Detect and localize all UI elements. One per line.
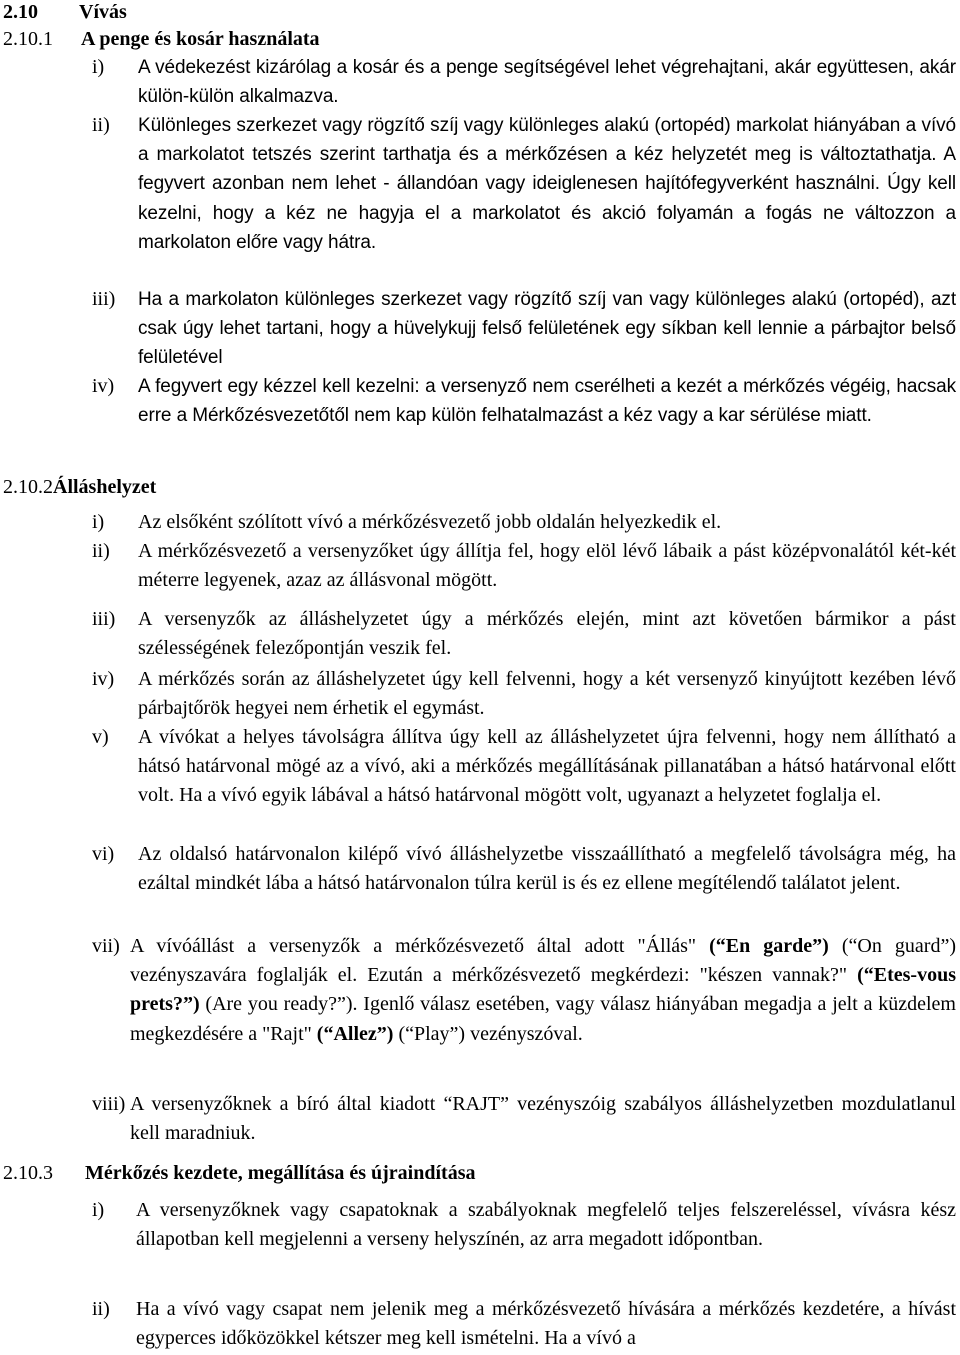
list-item (92, 537, 956, 595)
subsection-title: Álláshelyzet (53, 476, 157, 498)
item-marker: i) (92, 511, 105, 533)
item-text: A mérkőzés során az álláshelyzetet úgy kell felvenni, hogy a két versenyző kinyújtott kezében lévő párbajtőrök hegyei nem érhetik el egymást. (138, 668, 956, 720)
section-heading (3, 0, 127, 24)
item-marker: i) (92, 56, 105, 78)
subsection-title: A penge és kosár használata (81, 28, 320, 50)
list-item (92, 665, 956, 723)
subsection-heading (3, 474, 156, 500)
list-item (92, 1090, 956, 1148)
item-text: A fegyvert egy kézzel kell kezelni: a versenyző nem cserélheti a kezét a mérkőzés végéig, hacsak erre a Mérkőzésvezetőtől nem kap külön felhatalmazást a kéz vagy a kar sérülése miatt. (138, 376, 956, 427)
section-title: Vívás (79, 1, 127, 23)
list-item (92, 1295, 956, 1353)
item-text: A mérkőzésvezető a versenyzőket úgy állítja fel, hogy elöl lévő lábaik a pást középvonalától két-két méterre legyenek, azaz az állásvonal mögött. (138, 540, 956, 592)
list-item (92, 372, 956, 430)
item-text: A védekezést kizárólag a kosár és a penge segítségével lehet végrehajtani, akár együttesen, akár külön-külön alkalmazva. (138, 57, 956, 108)
item-marker: iii) (92, 288, 116, 310)
list-item (92, 508, 956, 537)
list-item (92, 840, 956, 898)
item-text: Ha a markolaton különleges szerkezet vagy rögzítő szíj van vagy különleges alakú (ortopéd), azt csak úgy lehet tartani, hogy a hüvelykujj felső felületének egy síkban kell lennie a párbajtor belső felületével (138, 289, 956, 369)
text-run: (“On guard”) vezényszavára foglalják el. Ezután a mérkőzésvezető megkérdezi: "készen vannak?" (130, 935, 956, 987)
list-item (92, 605, 956, 663)
command-phrase: (“Allez”) (316, 1022, 394, 1045)
list-item (92, 723, 956, 811)
item-text: A versenyzőknek a bíró által kiadott “RAJT” vezényszóig szabályos álláshelyzetben mozdulatlanul kell maradniuk. (130, 1093, 956, 1145)
subsection-number: 2.10.3 (3, 1162, 53, 1184)
list-item (92, 111, 956, 257)
subsection-number: 2.10.1 (3, 28, 53, 50)
section-number: 2.10 (3, 1, 38, 23)
item-marker: iv) (92, 375, 115, 397)
subsection-heading (3, 26, 320, 52)
item-marker: v) (92, 726, 109, 748)
item-marker: ii) (92, 540, 110, 562)
list-item (92, 285, 956, 373)
command-phrase: (“En garde”) (709, 935, 829, 957)
item-text: A vívókat a helyes távolságra állítva úgy kell az álláshelyzetet újra felvenni, hogy nem állítható a hátsó határvonal mögé az a vívó, aki a mérkőzés megállításának pillanatában a hátsó határvonal előtt volt. Ha a vívó egyik lábával a hátsó határvonal mögött volt, ugyanazt a helyzetet foglalja el. (138, 726, 956, 807)
item-marker: ii) (92, 114, 110, 136)
item-marker: iv) (92, 668, 115, 690)
item-text: A versenyzőknek vagy csapatoknak a szabályoknak megfelelő teljes felszereléssel, vívásra kész állapotban kell megjelenni a verseny helyszínén, az arra megadott időpontban. (136, 1199, 956, 1251)
item-text: Az oldalsó határvonalon kilépő vívó álláshelyzetbe visszaállítható a megfelelő távolságra még, ha ezáltal mindkét lába a hátsó határvonalon túlra kerül is és ez ellene megítélendő találatot jelent. (138, 843, 956, 895)
item-marker: iii) (92, 608, 116, 630)
subsection-number: 2.10.2 (3, 476, 53, 498)
item-text: A versenyzők az álláshelyzetet úgy a mérkőzés elején, mint azt követően bármikor a pást szélességének felezőpontján veszik fel. (138, 608, 956, 660)
item-marker: vii) (92, 935, 120, 957)
item-text (92, 932, 956, 1049)
subsection-title: Mérkőzés kezdete, megállítása és újraindítása (85, 1162, 476, 1184)
item-text: Ha a vívó vagy csapat nem jelenik meg a mérkőzésvezető hívására a mérkőzés kezdetére, a hívást egyperces időközökkel kétszer meg kell ismételni. Ha a vívó a (136, 1298, 956, 1350)
item-text: Az elsőként szólított vívó a mérkőzésvezető jobb oldalán helyezkedik el. (138, 511, 722, 533)
text-run: (Are you ready?”). Igenlő válasz esetében, vagy válasz hiányában megadja a jelt a küzdelem megkezdésére a "Rajt" (130, 993, 956, 1045)
command-phrase: (“Etes-vous prets?”) (130, 964, 956, 1016)
text-run: A vívóállást a versenyzők a mérkőzésvezető által adott "Állás" (130, 935, 710, 957)
item-marker: viii) (92, 1093, 126, 1115)
list-item (92, 1196, 956, 1254)
list-item (92, 932, 956, 1049)
item-marker: i) (92, 1199, 105, 1221)
text-run: (“Play”) vezényszóval. (393, 1022, 583, 1045)
item-text: Különleges szerkezet vagy rögzítő szíj vagy különleges alakú (ortopéd) markolat hiányában a vívó a markolatot tetszés szerint tarthatja és a mérkőzésen a kéz helyzetét meg is változtathatja. A fegyvert azonban nem lehet - állandóan vagy ideiglenesen hajítófegyverként használni. Úgy kell kezelni, hogy a kéz ne hagyja el a markolatot és akció folyamán a fogás ne változzon a markolaton előre vagy hátra. (138, 115, 956, 253)
item-marker: vi) (92, 843, 115, 865)
subsection-heading (3, 1160, 475, 1186)
list-item (92, 53, 956, 111)
item-marker: ii) (92, 1298, 110, 1320)
